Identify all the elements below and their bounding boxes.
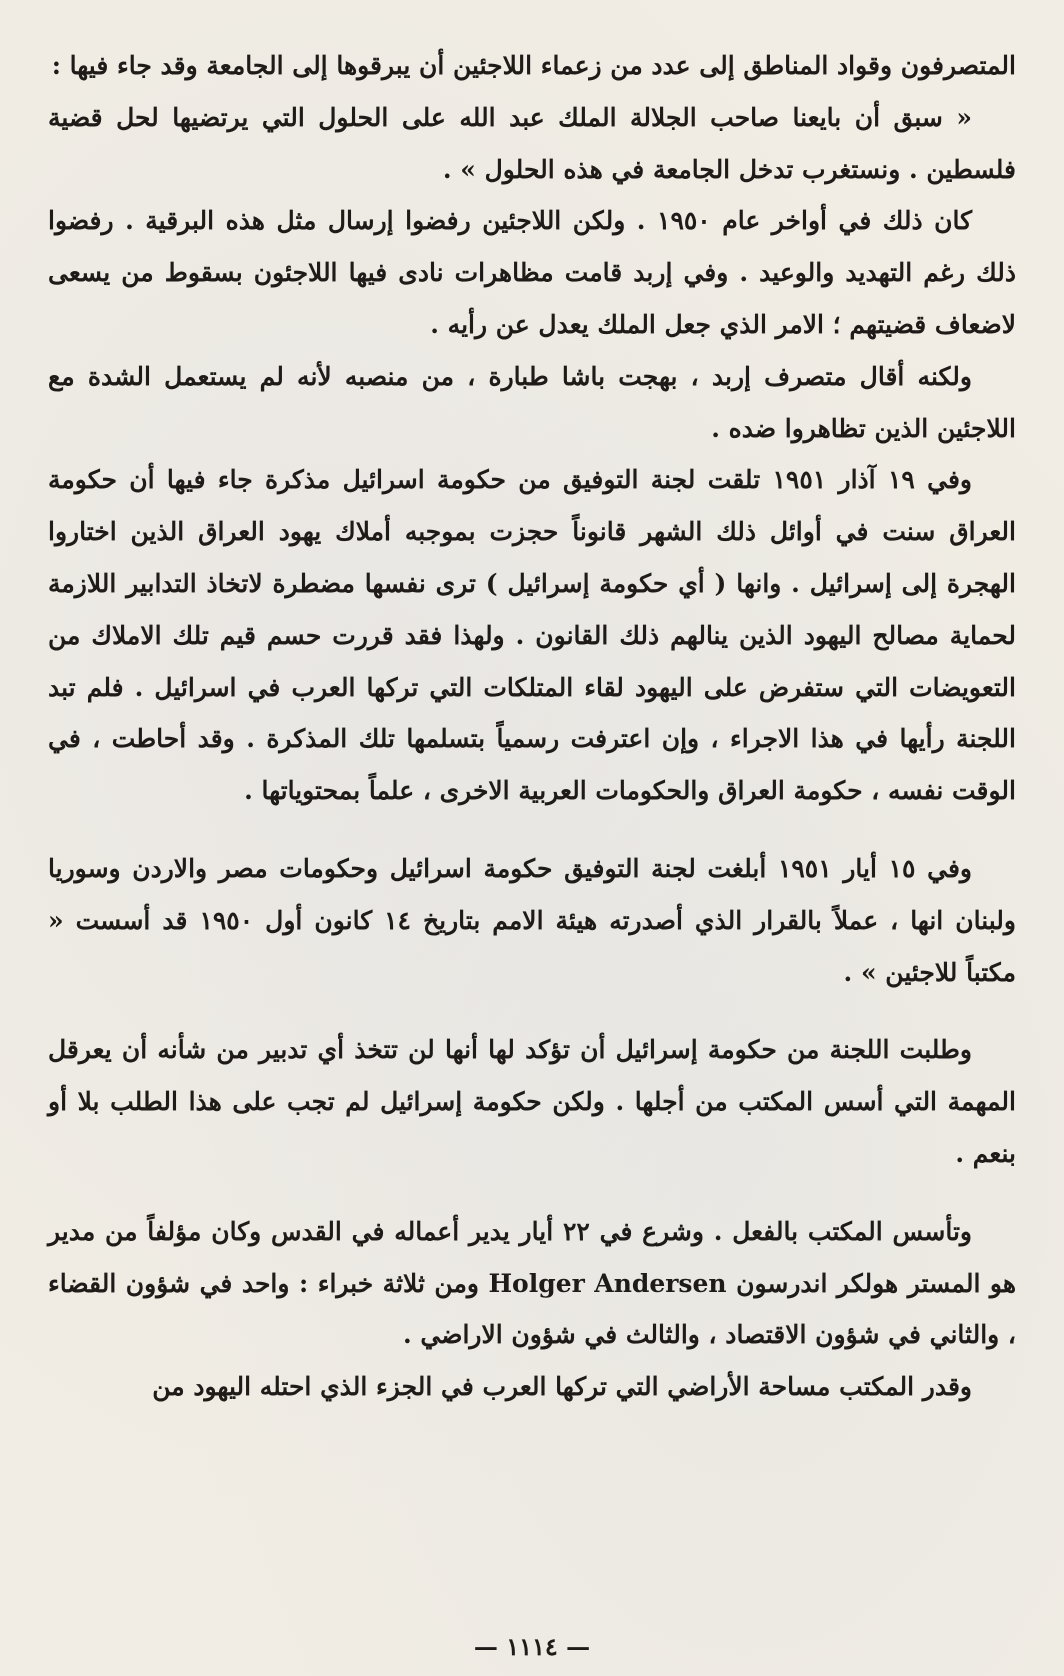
paragraph: وتأسس المكتب بالفعل . وشرع في ٢٢ أيار يدير أعماله في القدس وكان مؤلفاً من مدير هو المستر هولكر اندرسون Holger Andersen ومن ثلاثة خبراء : واحد في شؤون القضاء ، والثاني في شؤون الاقتصاد ، والثالث في شؤون الاراضي . xyxy=(48,1216,1017,1350)
paragraph: ولكنه أقال متصرف إربد ، بهجت باشا طبارة ، من منصبه لأنه لم يستعمل الشدة مع اللاجئين الذين تظاهروا ضده . xyxy=(48,361,1016,443)
paragraph: « سبق أن بايعنا صاحب الجلالة الملك عبد الله على الحلول التي يرتضيها لحل قضية فلسطين . ونستغرب تدخل الجامعة في هذه الحلول » . xyxy=(48,102,1016,184)
body-text xyxy=(48,40,1016,1413)
paragraph: وفي ١٩ آذار ١٩٥١ تلقت لجنة التوفيق من حكومة اسرائيل مذكرة جاء فيها أن حكومة العراق سنت في أوائل ذلك الشهر قانوناً حجزت بموجبه أملاك يهود العراق الذين اختاروا الهجرة إلى إسرائيل . وانها ( أي حكومة إسرائيل ) ترى نفسها مضطرة لاتخاذ التدابير اللازمة لحماية مصالح اليهود الذين ينالهم ذلك القانون . ولهذا فقد قررت حسم قيم تلك الاملاك من التعويضات التي ستفرض على اليهود لقاء المتلكات التي تركها العرب في اسرائيل . فلم تبد اللجنة رأيها في هذا الاجراء ، وإن اعترفت رسمياً بتسلمها تلك المذكرة . وقد أحاطت ، في الوقت نفسه ، حكومة العراق والحكومات العربية الاخرى ، علماً بمحتوياتها . xyxy=(48,465,1016,806)
page-number: — ١١١٤ — xyxy=(473,1632,591,1661)
paragraph: وقدر المكتب مساحة الأراضي التي تركها العرب في الجزء الذي احتله اليهود من xyxy=(152,1372,972,1402)
paragraph: المتصرفون وقواد المناطق إلى عدد من زعماء اللاجئين أن يبرقوها إلى الجامعة وقد جاء فيها : xyxy=(51,51,1016,80)
paragraph: وطلبت اللجنة من حكومة إسرائيل أن تؤكد لها أنها لن تتخذ أي تدبير من شأنه أن يعرقل المهمة التي أسس المكتب من أجلها . ولكن حكومة إسرائيل لم تجب على هذا الطلب بلا أو بنعم . xyxy=(48,1035,1016,1168)
paragraph: وفي ١٥ أيار ١٩٥١ أبلغت لجنة التوفيق حكومة اسرائيل وحكومات مصر والاردن وسوريا ولبنان انها ، عملاً بالقرار الذي أصدرته هيئة الامم بتاريخ ١٤ كانون أول ١٩٥٠ قد أسست « مكتباً للاجئين » . xyxy=(48,853,1016,987)
paragraph: كان ذلك في أواخر عام ١٩٥٠ . ولكن اللاجئين رفضوا إرسال مثل هذه البرقية . رفضوا ذلك رغم التهديد والوعيد . وفي إربد قامت مظاهرات نادى فيها اللاجئون بسقوط من يسعى لاضعاف قضيتهم ؛ الامر الذي جعل الملك يعدل عن رأيه . xyxy=(48,206,1016,339)
